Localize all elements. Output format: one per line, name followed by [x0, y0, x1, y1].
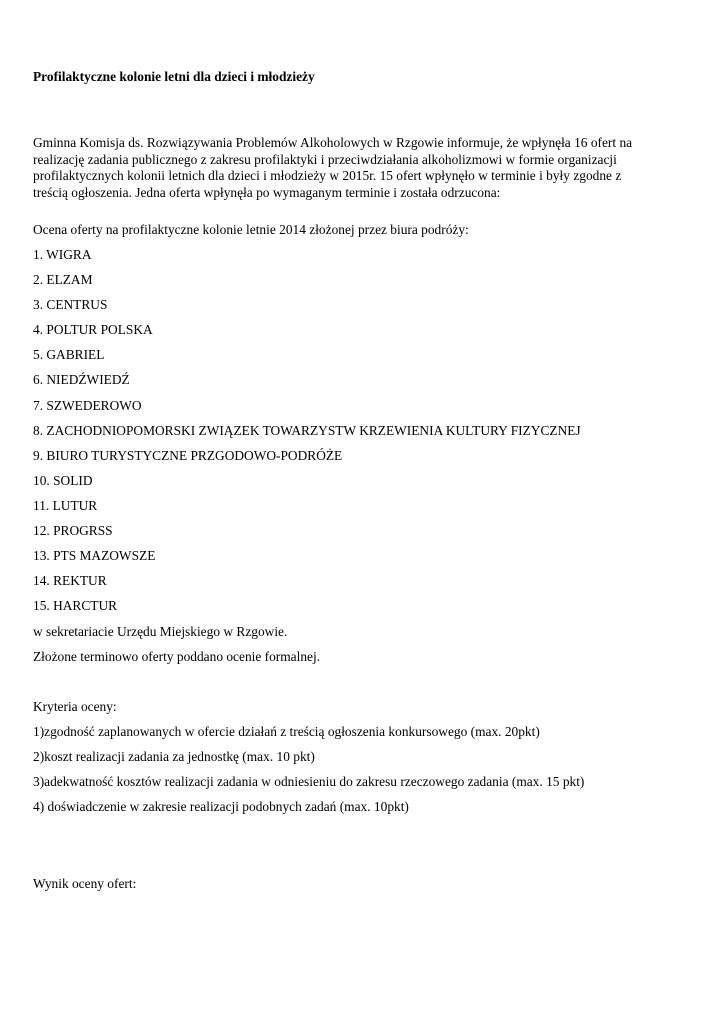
- intro-paragraph: [33, 135, 693, 201]
- offer-item: 13. PTS MAZOWSZE: [33, 548, 156, 563]
- offer-item: 1. WIGRA: [33, 247, 92, 262]
- offer-item: 6. NIEDŹWIEDŹ: [33, 372, 130, 387]
- criteria-item: 1)zgodność zaplanowanych w ofercie działań z treścią ogłoszenia konkursowego (max. 20pkt): [33, 724, 540, 739]
- offer-item: 12. PROGRSS: [33, 523, 113, 538]
- criteria-item: 2)koszt realizacji zadania za jednostkę (max. 10 pkt): [33, 749, 315, 764]
- criteria-heading: Kryteria oceny:: [33, 699, 117, 714]
- offer-item: 5. GABRIEL: [33, 347, 105, 362]
- results-heading: Wynik oceny ofert:: [33, 876, 137, 891]
- offer-item: 11. LUTUR: [33, 498, 98, 513]
- offer-item: 15. HARCTUR: [33, 598, 118, 613]
- document-title: Profilaktyczne kolonie letni dla dzieci i młodzieży: [33, 69, 315, 84]
- offer-item: 14. REKTUR: [33, 573, 107, 588]
- office-note: w sekretariacie Urzędu Miejskiego w Rzgowie.: [33, 624, 288, 639]
- criteria-item: 3)adekwatność kosztów realizacji zadania w odniesieniu do zakresu rzeczowego zadania (max. 15 pkt): [33, 774, 585, 789]
- offer-item: 7. SZWEDEROWO: [33, 398, 142, 413]
- formal-note: Złożone terminowo oferty poddano ocenie formalnej.: [33, 649, 321, 664]
- intro-line: realizację zadania publicznego z zakresu profilaktyki i przeciwdziałania alkoholizmowi w formie organizacji: [33, 151, 617, 167]
- intro-line: treścią ogłoszenia. Jedna oferta wpłynęła po wymaganym terminie i została odrzucona:: [33, 184, 501, 200]
- offer-item: 9. BIURO TURYSTYCZNE PRZGODOWO-PODRÓŻE: [33, 448, 343, 463]
- intro-line: Gminna Komisja ds. Rozwiązywania Problemów Alkoholowych w Rzgowie informuje, że wpłynęła 16 ofert na: [33, 135, 633, 150]
- offer-item: 4. POLTUR POLSKA: [33, 322, 153, 337]
- offer-item: 8. ZACHODNIOPOMORSKI ZWIĄZEK TOWARZYSTW KRZEWIENIA KULTURY FIZYCZNEJ: [33, 423, 581, 438]
- intro-line: profilaktycznych kolonii letnich dla dzieci i młodzieży w 2015r. 15 ofert wpłynęło w terminie i były zgodne z: [33, 168, 622, 183]
- criteria-item: 4) doświadczenie w zakresie realizacji podobnych zadań (max. 10pkt): [33, 799, 409, 814]
- offer-item: 3. CENTRUS: [33, 297, 108, 312]
- assessment-intro: Ocena oferty na profilaktyczne kolonie letnie 2014 złożonej przez biura podróży:: [33, 222, 469, 237]
- offer-item: 10. SOLID: [33, 473, 93, 488]
- offer-item: 2. ELZAM: [33, 272, 93, 287]
